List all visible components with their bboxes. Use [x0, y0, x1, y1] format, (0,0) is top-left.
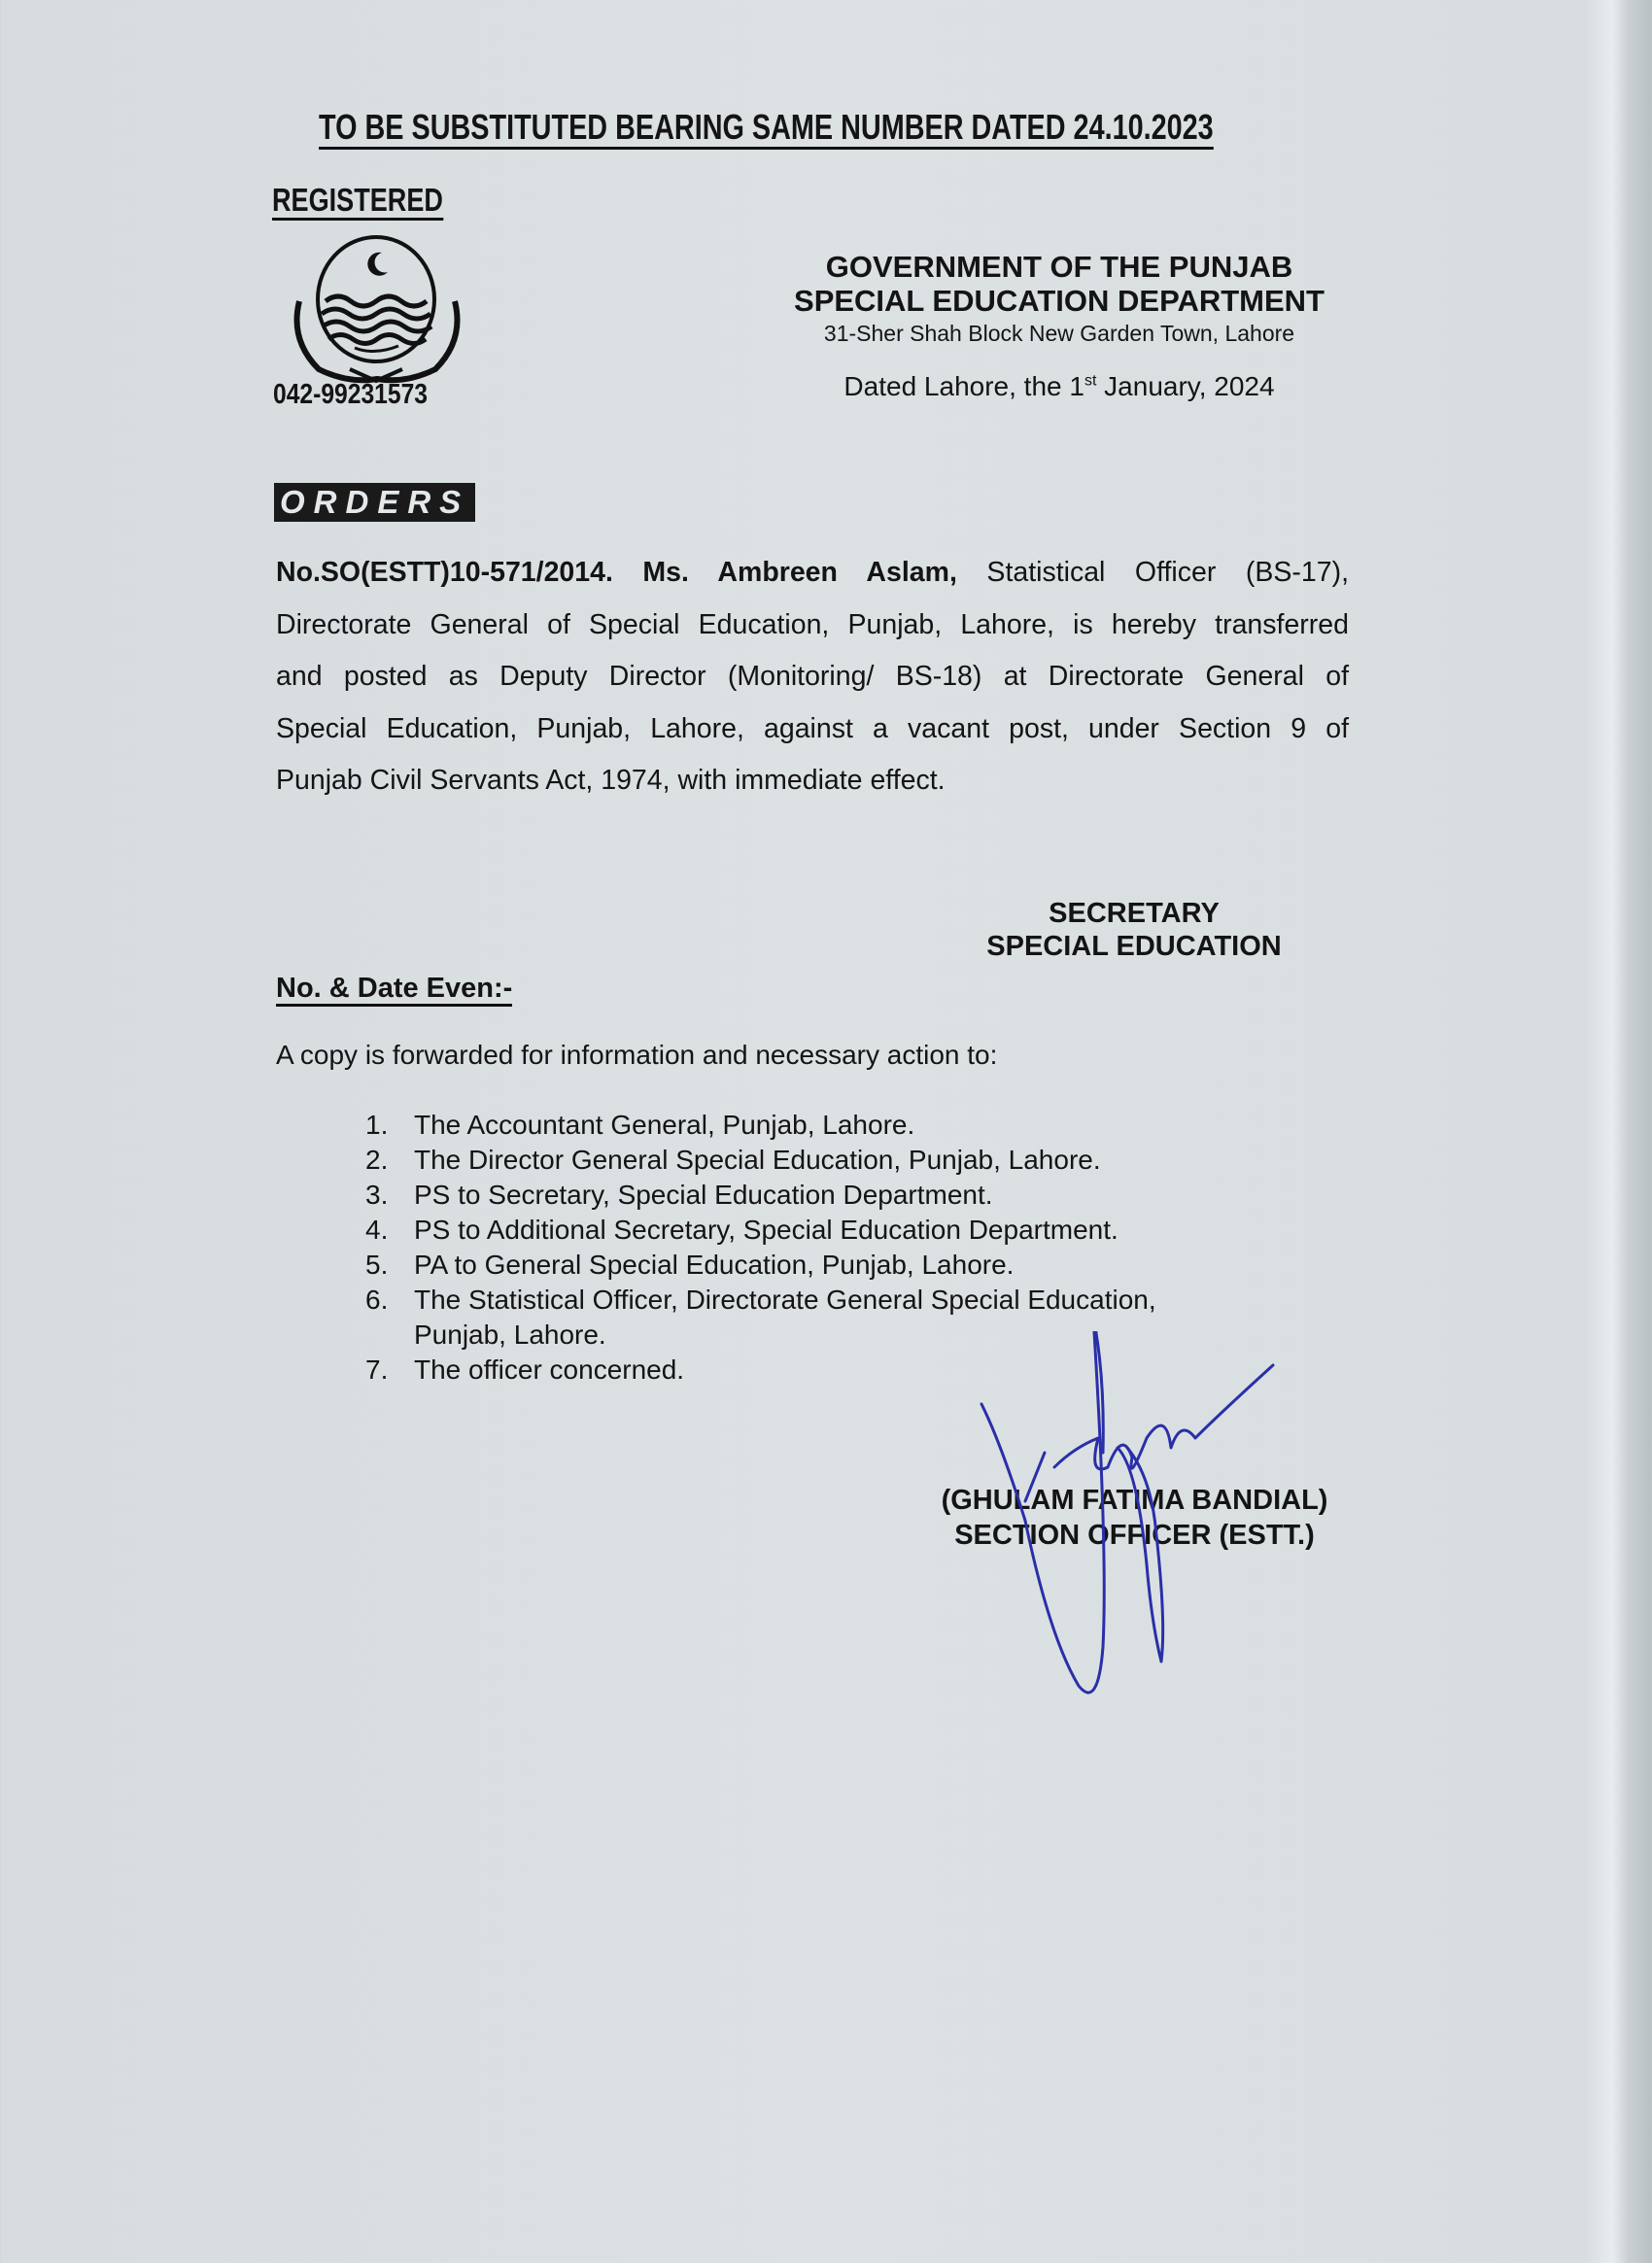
phone-number: 042-99231573 — [273, 379, 429, 410]
list-item — [365, 1248, 1156, 1283]
list-item — [365, 1213, 1156, 1248]
substitution-note: TO BE SUBSTITUTED BEARING SAME NUMBER DATED 24.10.2023 — [319, 109, 1214, 150]
order-line: Directorate General of Special Education, Punjab, Lahore, is hereby transferred — [276, 608, 1349, 640]
list-number: 6. — [365, 1285, 389, 1315]
department-title: SPECIAL EDUCATION DEPARTMENT — [794, 284, 1325, 318]
list-number: 4. — [365, 1215, 389, 1245]
date-prefix: Dated Lahore, the 1 — [843, 371, 1084, 401]
list-number: 3. — [365, 1180, 389, 1210]
list-text: The Accountant General, Punjab, Lahore. — [414, 1110, 915, 1140]
department-address: 31-Sher Shah Block New Garden Town, Lahore — [823, 321, 1295, 346]
list-number: 5. — [365, 1250, 389, 1280]
order-line: and posted as Deputy Director (Monitoring/ BS-18) at Directorate General of — [276, 661, 1349, 692]
list-item — [365, 1108, 1156, 1143]
list-text: The Director General Special Education, Punjab, Lahore. — [414, 1145, 1101, 1175]
list-item — [365, 1143, 1156, 1178]
signatory-title: SECTION OFFICER (ESTT.) — [954, 1520, 1315, 1551]
list-item — [365, 1178, 1156, 1213]
list-number: 2. — [365, 1145, 389, 1175]
date-ordinal: st — [1084, 372, 1097, 390]
order-line: Punjab Civil Servants Act, 1974, with immediate effect. — [276, 765, 946, 796]
list-text-line: Punjab, Lahore. — [414, 1320, 606, 1350]
list-text: PS to Additional Secretary, Special Education Department. — [414, 1215, 1119, 1245]
list-text: PS to Secretary, Special Education Department. — [414, 1180, 993, 1210]
date-suffix: January, 2024 — [1096, 371, 1275, 401]
list-text: The officer concerned. — [414, 1354, 685, 1385]
list-number: 1. — [365, 1110, 389, 1140]
secretary-title: SECRETARY — [1049, 898, 1220, 929]
orders-heading: ORDERS — [274, 483, 475, 522]
order-paragraph — [276, 554, 1349, 814]
handwritten-signature — [962, 1331, 1292, 1720]
secretary-department: SPECIAL EDUCATION — [986, 931, 1282, 962]
order-date — [0, 371, 1652, 402]
government-title: GOVERNMENT OF THE PUNJAB — [825, 250, 1293, 284]
list-text-line: The Statistical Officer, Directorate General Special Education, — [414, 1285, 1156, 1315]
order-line: Special Education, Punjab, Lahore, against a vacant post, under Section 9 of — [276, 712, 1349, 744]
endorsement-intro: A copy is forwarded for information and necessary action to: — [276, 1040, 998, 1070]
list-number: 7. — [365, 1354, 389, 1385]
signatory-name: (GHULAM FATIMA BANDIAL) — [941, 1485, 1328, 1516]
order-line — [276, 554, 1349, 606]
registered-label: REGISTERED — [272, 183, 443, 221]
endorsement-heading: No. & Date Even:- — [276, 973, 512, 1007]
list-text: PA to General Special Education, Punjab, Lahore. — [414, 1250, 1015, 1280]
order-reference: No.SO(ESTT)10-571/2014. Ms. Ambreen Aslam, — [276, 557, 957, 588]
order-line-text: Statistical Officer (BS-17), — [956, 557, 1349, 588]
